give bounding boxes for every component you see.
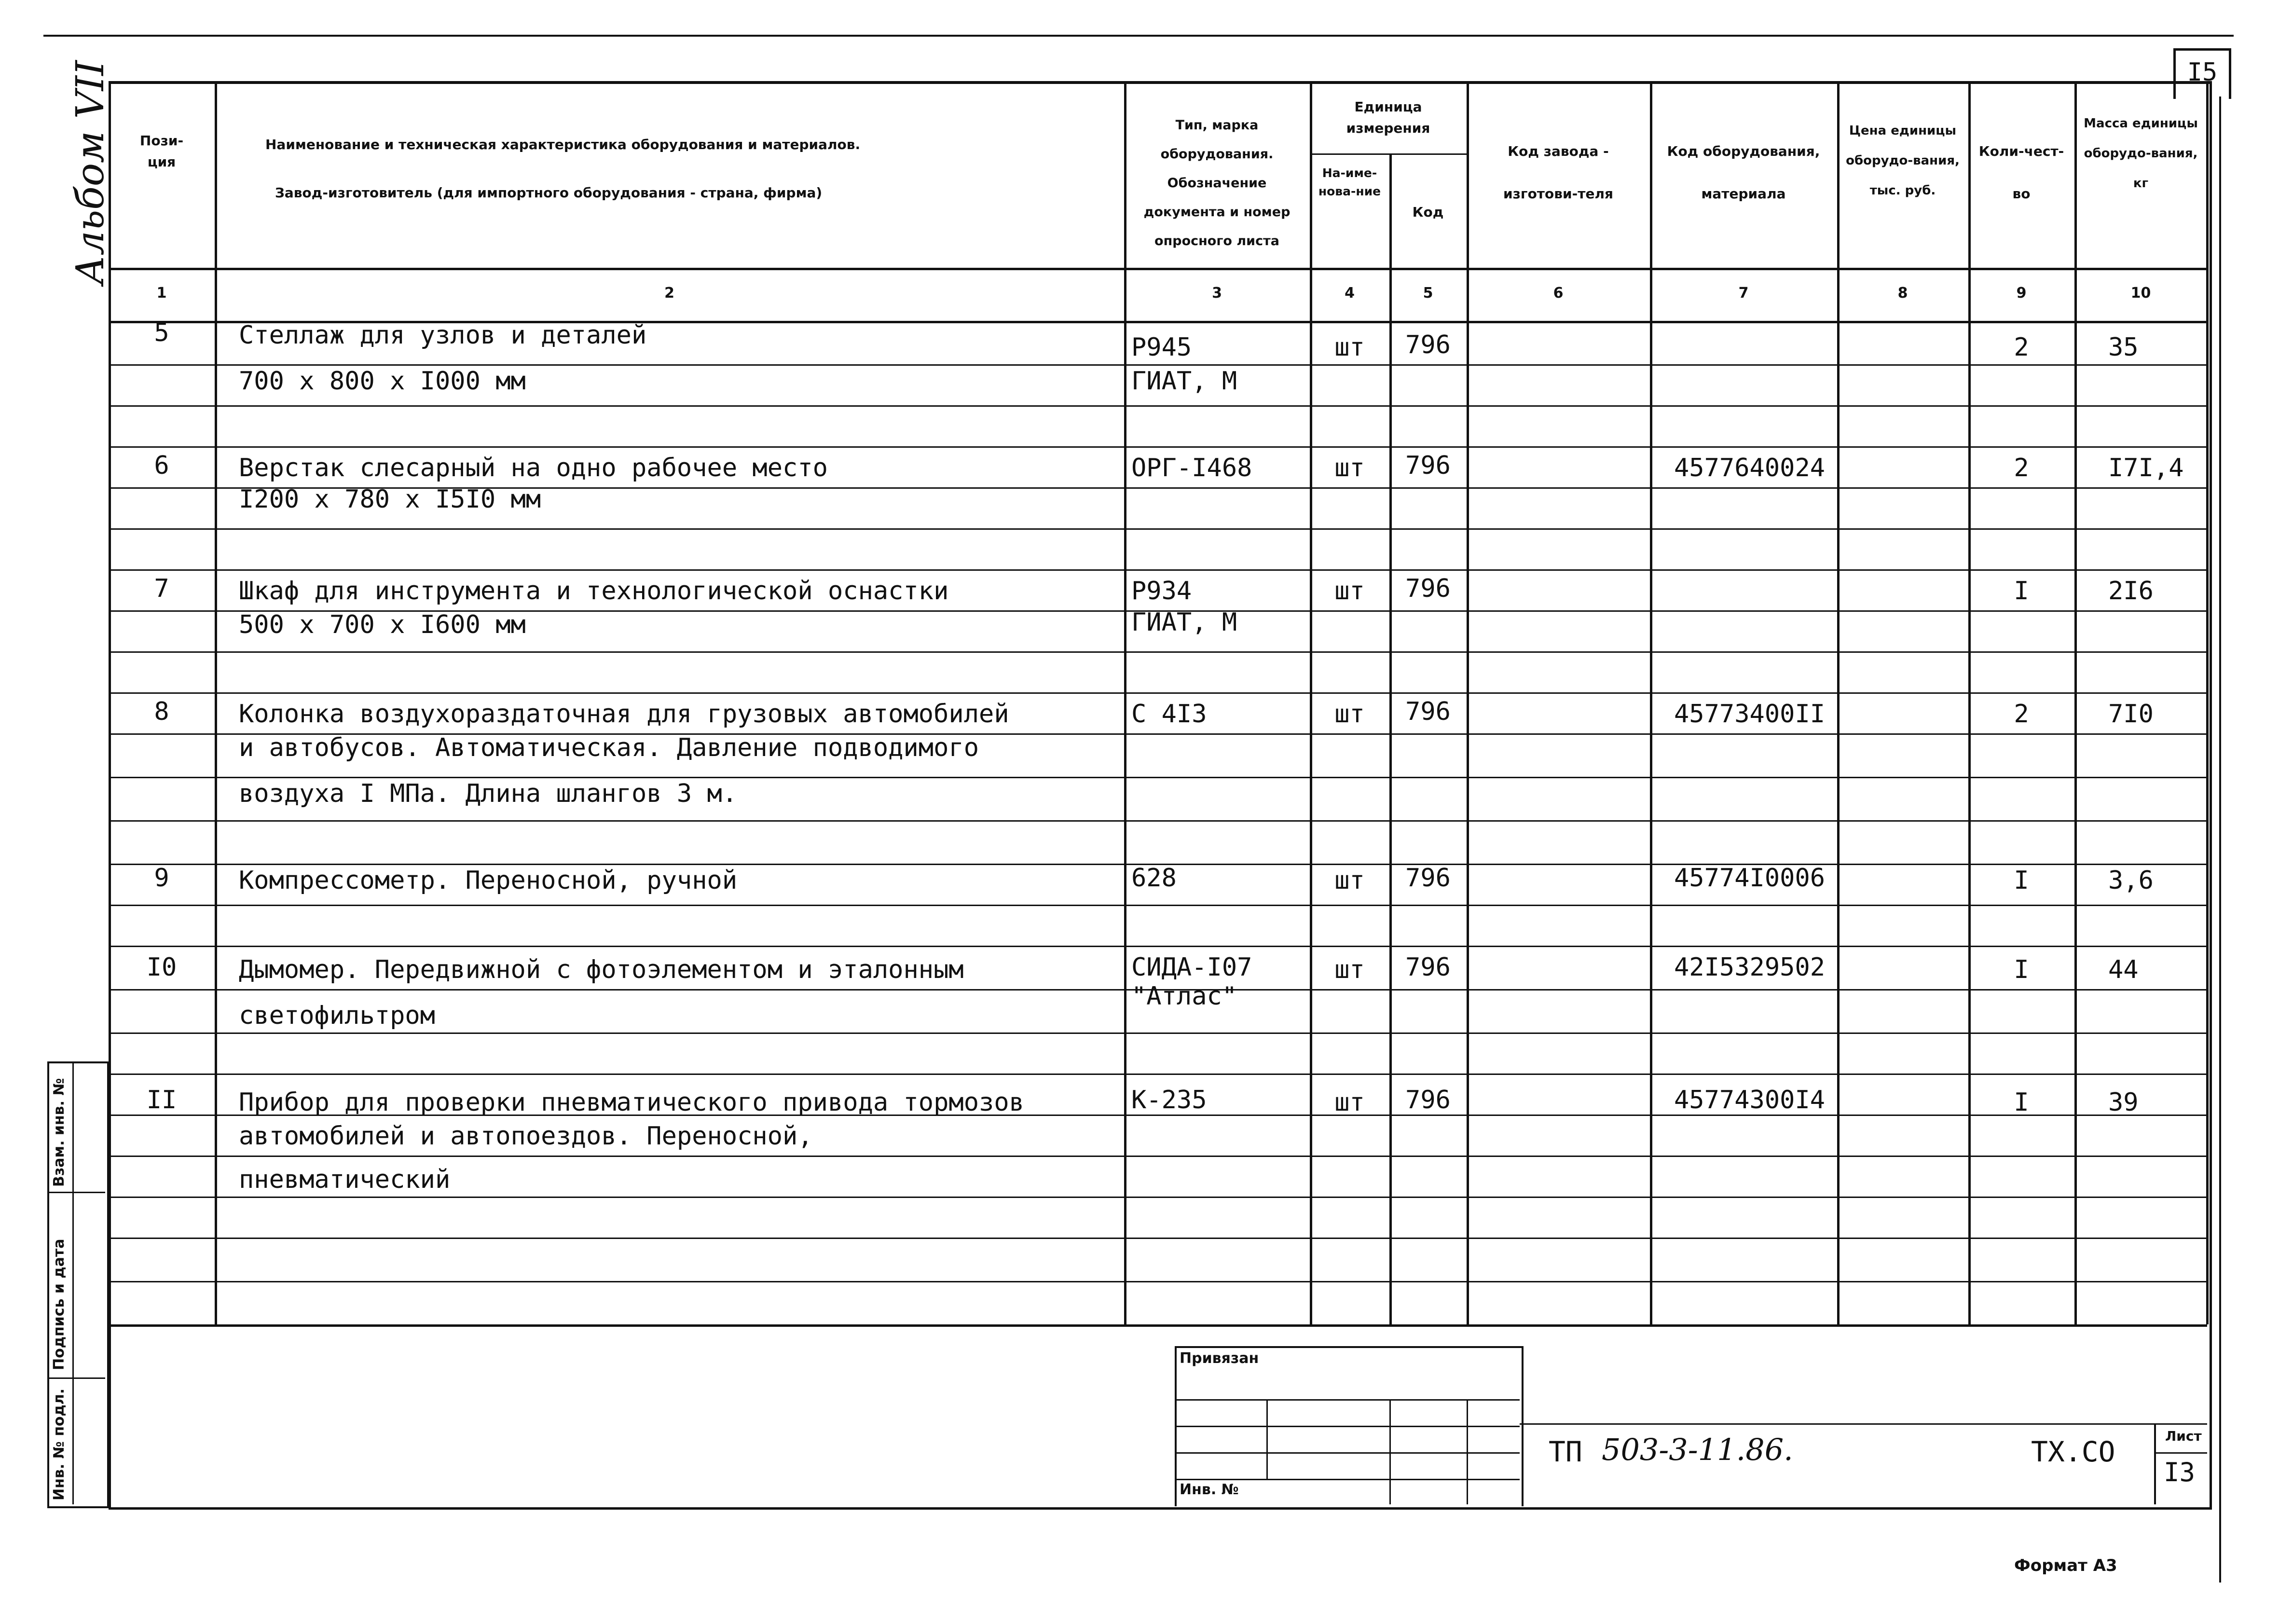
- row-9-pos: 9: [154, 864, 169, 893]
- row-9-qty: I: [2014, 866, 2029, 895]
- doc-code-prefix: ТП: [1549, 1435, 1582, 1468]
- header-col6: Код завода - изготови-теля: [1503, 143, 1613, 202]
- colnum-8: 8: [1897, 285, 1908, 302]
- row-line: [109, 777, 2207, 778]
- row-11-name-1: Прибор для проверки пневматического привода тормозов: [239, 1088, 1024, 1117]
- row-line: [109, 1281, 2207, 1282]
- row-7-qty: I: [2014, 577, 2029, 606]
- row-9-mass: 3,6: [2108, 866, 2154, 895]
- list-number: I3: [2164, 1457, 2196, 1487]
- col-sep-4: [1389, 153, 1392, 1324]
- colnum-5: 5: [1423, 285, 1433, 302]
- colnum-9: 9: [2016, 285, 2027, 302]
- row-10-mass: 44: [2108, 955, 2139, 984]
- row-9-name-1: Компрессометр. Переносной, ручной: [239, 866, 738, 895]
- row-8-unit-code: 796: [1405, 697, 1451, 726]
- header-col2-line2: Завод-изготовитель (для импортного оборудования - страна, фирма): [275, 185, 823, 201]
- row-6-equip-code: 4577640024: [1674, 454, 1826, 482]
- row-9-unit: шт: [1334, 866, 1365, 895]
- row-9-type-1: 628: [1131, 864, 1177, 893]
- row-line: [109, 692, 2207, 694]
- row-11-qty: I: [2014, 1088, 2029, 1117]
- album-label: Альбом VII: [68, 60, 112, 285]
- row-9-equip-code: 45774I0006: [1674, 864, 1826, 893]
- row-line: [109, 1156, 2207, 1157]
- side-stamp-line: [47, 1377, 105, 1379]
- colnum-4: 4: [1345, 285, 1355, 302]
- row-7-type-2: ГИАТ, М: [1131, 608, 1237, 637]
- row-line: [109, 905, 2207, 906]
- row-9-unit-code: 796: [1405, 864, 1451, 893]
- row-8-name-1: Колонка воздухораздаточная для грузовых автомобилей: [239, 700, 1009, 729]
- row-10-pos: I0: [146, 953, 177, 982]
- row-11-unit-code: 796: [1405, 1086, 1451, 1115]
- row-10-type-2: "Атлас": [1131, 982, 1237, 1011]
- colnum-10: 10: [2130, 285, 2151, 302]
- row-line: [109, 1197, 2207, 1198]
- row-7-mass: 2I6: [2108, 577, 2154, 606]
- row-7-pos: 7: [154, 574, 169, 603]
- row-6-pos: 6: [154, 451, 169, 480]
- row-7-unit: шт: [1334, 577, 1365, 606]
- row-7-type-1: Р934: [1131, 577, 1192, 606]
- unit-group-line: [1310, 153, 1467, 155]
- row-11-type-1: К-235: [1131, 1086, 1207, 1115]
- doc-code-handwritten: 503-3-11.86.: [1602, 1432, 1793, 1467]
- row-10-name-2: светофильтром: [239, 1001, 435, 1030]
- row-line: [109, 446, 2207, 448]
- row-10-name-1: Дымомер. Передвижной с фотоэлементом и эталонным: [239, 955, 964, 984]
- row-6-unit-code: 796: [1405, 451, 1451, 480]
- row-8-type-1: С 4I3: [1131, 700, 1207, 729]
- colnum-1: 1: [156, 285, 167, 302]
- side-stamp-vline: [72, 1061, 74, 1504]
- row-line: [109, 405, 2207, 407]
- row-5-unit-code: 796: [1405, 330, 1451, 359]
- stamp-title-line: [1520, 1423, 2207, 1425]
- row-5-pos: 5: [154, 318, 169, 347]
- header-col4: На-име-нова-ние: [1318, 166, 1381, 198]
- row-5-type-1: Р945: [1131, 333, 1192, 362]
- header-col10: Масса единицы оборудо-вания, кг: [2084, 116, 2198, 191]
- header-col1: Пози- ция: [139, 133, 184, 170]
- row-6-qty: 2: [2014, 454, 2029, 482]
- inv-no-label: Инв. №: [1180, 1481, 1239, 1498]
- stamp-vline: [1389, 1399, 1391, 1504]
- row-line: [109, 1238, 2207, 1239]
- top-edge-line: [43, 35, 2234, 37]
- header-col8: Цена единицы оборудо-вания, тыс. руб.: [1846, 124, 1960, 198]
- row-line: [109, 364, 2207, 366]
- row-6-mass: I7I,4: [2108, 454, 2184, 482]
- row-10-equip-code: 42I5329502: [1674, 953, 1826, 982]
- header-bottom-line: [109, 268, 2207, 270]
- row-11-equip-code: 45774300I4: [1674, 1086, 1826, 1115]
- row-8-unit: шт: [1334, 700, 1365, 729]
- row-11-pos: II: [146, 1086, 177, 1115]
- header-col9: Коли-чест-во: [1978, 143, 2064, 202]
- format-label: Формат А3: [2014, 1556, 2117, 1575]
- page-number: I5: [2187, 58, 2218, 87]
- stamp-vline: [1467, 1399, 1468, 1504]
- colnum-2: 2: [664, 285, 674, 302]
- row-11-unit: шт: [1334, 1088, 1365, 1117]
- side-podpis-data: Подпись и дата: [51, 1239, 68, 1370]
- row-8-mass: 7I0: [2108, 700, 2154, 729]
- row-8-name-2: и автобусов. Автоматическая. Давление подводимого: [239, 733, 979, 762]
- stamp-vline: [1266, 1399, 1268, 1479]
- colnum-6: 6: [1553, 285, 1564, 302]
- row-line: [109, 569, 2207, 571]
- row-7-name-1: Шкаф для инструмента и технологической оснастки: [239, 577, 949, 606]
- side-stamp-line: [47, 1192, 105, 1193]
- row-5-qty: 2: [2014, 333, 2029, 362]
- row-6-unit: шт: [1334, 454, 1365, 482]
- header-col5: Код: [1412, 204, 1444, 220]
- row-11-name-2: автомобилей и автопоездов. Переносной,: [239, 1122, 813, 1151]
- row-6-name-1: Верстак слесарный на одно рабочее место: [239, 454, 828, 482]
- row-10-unit: шт: [1334, 955, 1365, 984]
- row-10-qty: I: [2014, 955, 2029, 984]
- table-bottom-line: [109, 1324, 2207, 1327]
- right-outer-line: [2219, 96, 2221, 1583]
- row-5-mass: 35: [2108, 333, 2139, 362]
- row-10-type-1: СИДА-I07: [1131, 953, 1252, 982]
- header-col3: Тип, марка оборудования. Обозначение документа и номер опросного листа: [1143, 118, 1291, 248]
- row-line: [109, 946, 2207, 947]
- list-line: [2154, 1452, 2207, 1454]
- row-8-pos: 8: [154, 697, 169, 726]
- row-8-equip-code: 45773400II: [1674, 700, 1826, 729]
- row-5-name-1: Стеллаж для узлов и деталей: [239, 321, 647, 350]
- header-col2-line1: Наименование и техническая характеристика оборудования и материалов.: [265, 137, 861, 152]
- row-5-name-2: 700 х 800 х I000 мм: [239, 367, 526, 396]
- row-line: [109, 651, 2207, 653]
- privyazan-label: Привязан: [1180, 1350, 1259, 1367]
- header-col7: Код оборудования, материала: [1667, 143, 1820, 202]
- row-7-unit-code: 796: [1405, 574, 1451, 603]
- header-unit-group: Единица измерения: [1346, 99, 1430, 136]
- row-5-type-2: ГИАТ, М: [1131, 367, 1237, 396]
- row-6-name-2: I200 х 780 х I5I0 мм: [239, 485, 541, 514]
- list-label: Лист: [2165, 1428, 2202, 1444]
- row-8-name-3: воздуха I МПа. Длина шлангов 3 м.: [239, 779, 738, 808]
- side-vzam-inv: Взам. инв. №: [51, 1078, 68, 1187]
- row-line: [109, 820, 2207, 822]
- row-10-unit-code: 796: [1405, 953, 1451, 982]
- side-inv-podl: Инв. № подл.: [51, 1388, 68, 1500]
- row-line: [109, 1073, 2207, 1075]
- row-6-type-1: ОРГ-I468: [1131, 454, 1252, 482]
- row-line: [109, 528, 2207, 530]
- row-line: [109, 1032, 2207, 1034]
- row-5-unit: шт: [1334, 333, 1365, 362]
- row-8-qty: 2: [2014, 700, 2029, 729]
- colnum-3: 3: [1212, 285, 1222, 302]
- row-7-name-2: 500 х 700 х I600 мм: [239, 610, 526, 639]
- row-11-name-3: пневматический: [239, 1165, 451, 1194]
- colnum-7: 7: [1738, 285, 1749, 302]
- row-11-mass: 39: [2108, 1088, 2139, 1117]
- doc-suffix: ТХ.СО: [2031, 1435, 2115, 1468]
